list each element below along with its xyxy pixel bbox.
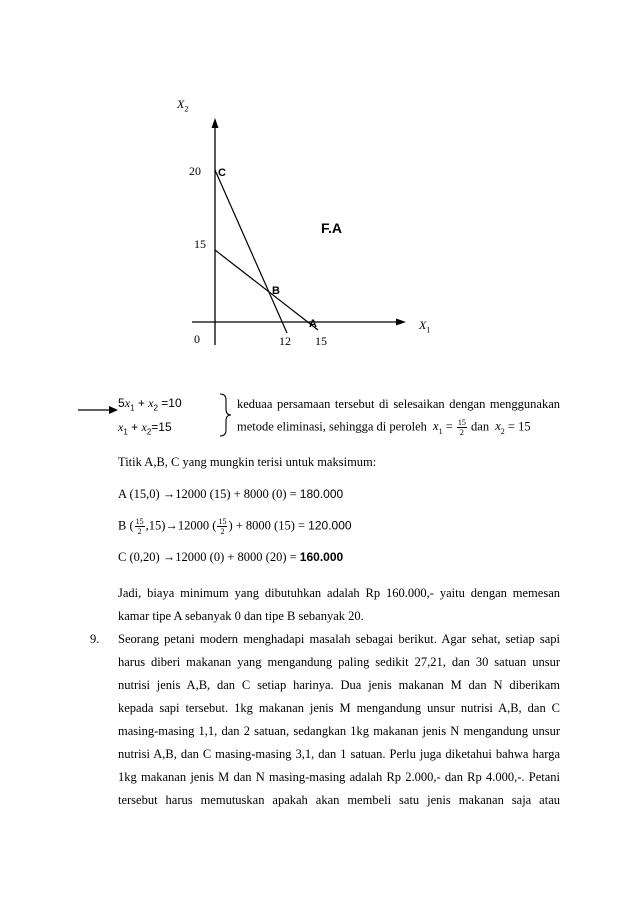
x-axis-label: $X_1$ bbox=[419, 318, 431, 335]
evaluation-row-a: A (15,0) →12000 (15) + 8000 (0) = 180.000 bbox=[118, 487, 344, 501]
constraint-line-1 bbox=[215, 170, 287, 333]
x-axis-arrow bbox=[396, 319, 406, 326]
problem-line: masing-masing 1,1, dan 2 satuan, sedangkan 1kg makanan jenis N mengandung unsur bbox=[118, 724, 560, 738]
conclusion-line-1: Jadi, biaya minimum yang dibutuhkan adalah Rp 160.000,- yaitu dengan memesan bbox=[118, 586, 560, 600]
elimination-note-line-2: metode eliminasi, sehingga di peroleh $x_1$ = $\frac{15}{2}$ dan $x_2 = 15$ bbox=[237, 418, 531, 437]
problem-line: harus diberi makanan yang mengandung paling sedikit 27,21, dan 30 satuan unsur bbox=[118, 655, 560, 669]
y-axis-arrow bbox=[212, 118, 219, 128]
tick-y-15: 15 bbox=[194, 237, 206, 251]
y-axis-label: $X_2$ bbox=[177, 97, 189, 114]
point-b-label: B bbox=[272, 285, 280, 297]
constraint-line-2 bbox=[215, 250, 318, 330]
tick-x-12: 12 bbox=[279, 334, 291, 348]
tick-x-15: 15 bbox=[315, 334, 327, 348]
conclusion-line-2: kamar tipe A sebanyak 0 dan tipe B sebanyak 20. bbox=[118, 609, 364, 623]
problem-line: kepada sapi tersebut. 1kg makanan jenis M mengandung unsur nutrisi A,B, dan C bbox=[118, 701, 560, 715]
problem-number: 9. bbox=[90, 632, 100, 646]
evaluation-heading: Titik A,B, C yang mungkin terisi untuk maksimum: bbox=[118, 455, 377, 469]
feasible-area-label: F.A bbox=[321, 220, 342, 236]
point-a-label: A bbox=[309, 318, 317, 330]
equation-1: $5x_1 + x_2 =10$ bbox=[118, 396, 182, 413]
elimination-note-line-1: keduaa persamaan tersebut di selesaikan dengan menggunakan bbox=[237, 397, 560, 411]
problem-line: tersebut harus memutuskan apakah akan membeli satu jenis makanan saja atau bbox=[118, 793, 560, 807]
problem-line: 1kg makanan jenis M dan N masing-masing adalah Rp 2.000,- dan Rp 4.000,-. Petani bbox=[118, 770, 560, 784]
evaluation-row-c: C (0,20) →12000 (0) + 8000 (20) = 160.000 bbox=[118, 550, 344, 564]
equation-2: $x_1 + x_2=15$ bbox=[118, 420, 172, 437]
problem-9-text bbox=[118, 628, 560, 812]
problem-line: nutrisi jenis A,B, dan C setiap harinya. Dua jenis makanan M dan N diberikam bbox=[118, 678, 560, 692]
right-brace-icon bbox=[218, 393, 232, 437]
evaluation-row-b: B ( $\frac{15}{2}$ ,15)→12000 ( $\frac{15}{2}$ ) + 8000 (15) = 120.000 bbox=[118, 517, 352, 536]
problem-line: Seorang petani modern menghadapi masalah sebagai berikut. Agar sehat, setiap sapi bbox=[118, 632, 560, 646]
tick-origin: 0 bbox=[194, 332, 200, 346]
feasible-region-graph bbox=[0, 0, 638, 380]
tick-y-20: 20 bbox=[189, 164, 201, 178]
right-arrow-icon bbox=[78, 404, 120, 416]
fraction-x1: $\frac{15}{2}$ bbox=[457, 418, 466, 437]
problem-line: nutrisi A,B, dan C masing-masing 3,1, dan 1 satuan. Perlu juga diketahui bahwa harga bbox=[118, 747, 560, 761]
point-c-label: C bbox=[218, 167, 226, 179]
